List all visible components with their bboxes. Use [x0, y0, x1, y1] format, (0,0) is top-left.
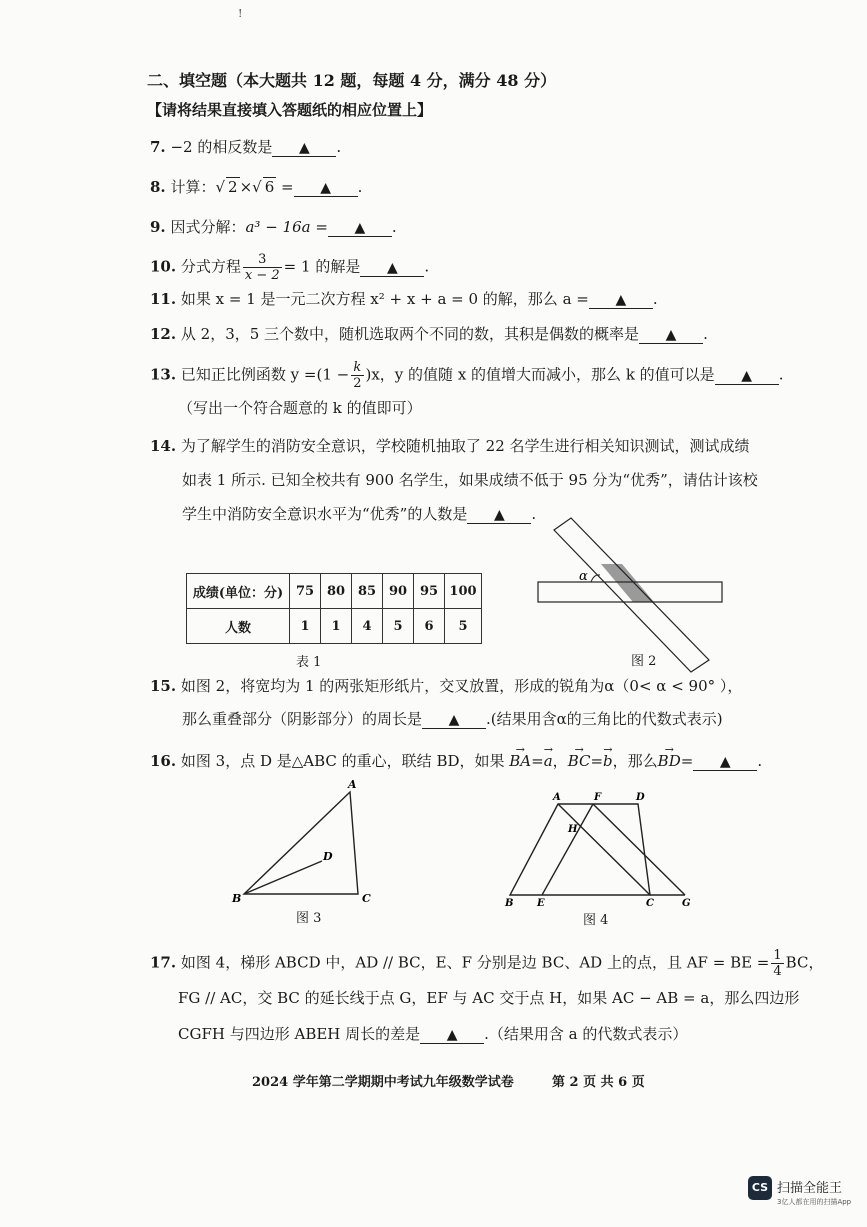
footer-title: 2024 学年第二学期期中考试九年级数学试卷 — [252, 1075, 514, 1090]
q10-rest: = 1 的解是 — [283, 257, 361, 276]
q15-num: 15. — [150, 677, 177, 695]
q14-answer-blank[interactable] — [467, 505, 531, 524]
question-9: 9. 因式分解：a³ − 16a = ▲ . — [150, 218, 397, 236]
table-row-counts — [187, 609, 482, 644]
q16-text-a: 如图 3，点 D 是△ABC 的重心，联结 BD，如果 — [180, 752, 505, 770]
table-cell: 100 — [445, 574, 482, 609]
q8-sqrt-a: 2 — [228, 178, 238, 196]
blank-mark-icon: ▲ — [320, 180, 332, 196]
question-14-line1 — [150, 436, 750, 456]
label-g: G — [682, 898, 691, 909]
q14-line1: 为了解学生的消防安全意识，学校随机抽取了 22 名学生进行相关知识测试，测试成绩 — [180, 437, 750, 455]
q17-line2: FG // AC，交 BC 的延长线于点 G，EF 与 AC 交于点 H，如果 AC − AB = a，那么四边形 — [178, 989, 800, 1007]
q17-num: 17. — [150, 953, 177, 972]
table-cell: 5 — [445, 609, 482, 644]
q14-line2: 如表 1 所示. 已知全校共有 900 名学生，如果成绩不低于 95 分为“优秀”，请估计该校 — [182, 471, 758, 489]
blank-mark-icon: ▲ — [446, 1027, 458, 1043]
label-h: H — [568, 824, 578, 835]
label-d: D — [636, 792, 645, 803]
blank-mark-icon: ▲ — [741, 367, 753, 384]
table-cell: 5 — [383, 609, 414, 644]
question-8: 8. 计算：√ 2 ×√ 6 = ▲ . — [150, 178, 363, 196]
q11-answer-blank[interactable] — [589, 290, 653, 309]
label-c: C — [362, 892, 371, 905]
q11-num: 11. — [150, 290, 177, 308]
q17-answer-blank[interactable] — [420, 1025, 484, 1044]
q7-num: 7. — [150, 138, 166, 156]
q8-sqrt-b: 6 — [264, 178, 275, 196]
blank-mark-icon: ▲ — [719, 754, 731, 770]
label-b: B — [505, 898, 514, 909]
q12-text: 从 2，3，5 三个数中，随机选取两个不同的数，其积是偶数的概率是 — [180, 325, 640, 343]
q8-eq: = — [281, 178, 294, 196]
vector-a: → a — [544, 751, 553, 771]
blank-mark-icon: ▲ — [448, 712, 460, 728]
label-f: F — [594, 792, 602, 803]
camscanner-logo-icon: CS — [748, 1176, 772, 1200]
trapezoid-abcd — [510, 804, 650, 895]
q7-answer-blank[interactable] — [272, 138, 336, 157]
q17-line1a: 如图 4，梯形 ABCD 中，AD // BC，E、F 分别是边 BC、AD 上的点，且 AF = BE = — [180, 953, 770, 972]
q8-text: 计算： — [170, 178, 216, 196]
diagonal-ac — [558, 804, 650, 895]
scan-mark: ! — [238, 7, 243, 20]
q9-num: 9. — [150, 218, 166, 236]
triangle-abc — [244, 792, 358, 894]
q12-num: 12. — [150, 325, 177, 343]
table-header-score: 成绩(单位：分) — [187, 574, 290, 609]
segment-fg — [593, 804, 685, 895]
blank-mark-icon: ▲ — [665, 327, 677, 343]
q12-answer-blank[interactable] — [639, 325, 703, 344]
q14-num: 14. — [150, 437, 177, 455]
blank-mark-icon: ▲ — [386, 259, 398, 276]
table-cell: 1 — [290, 609, 321, 644]
table-1-caption: 表 1 — [296, 655, 322, 670]
q8-num: 8. — [150, 178, 166, 196]
q9-expr: a³ − 16a = — [245, 218, 328, 236]
table-cell: 80 — [321, 574, 352, 609]
q8-times: × — [239, 178, 253, 196]
label-c: C — [646, 898, 654, 909]
q15-answer-blank[interactable] — [422, 710, 486, 729]
label-a: A — [348, 778, 357, 791]
table-cell: 95 — [414, 574, 445, 609]
table-cell: 6 — [414, 609, 445, 644]
question-10: 10. 分式方程 $\frac{3}{x - 2}$ = 1 的解是 ▲ . — [150, 252, 430, 283]
segment-ef — [542, 804, 593, 895]
q13-fraction: $\frac{k}{2}$ — [353, 360, 362, 391]
q13-num: 13. — [150, 365, 177, 384]
label-e: E — [537, 898, 545, 909]
q7-text: −2 的相反数是 — [170, 138, 273, 156]
vector-ba: → BA — [509, 751, 531, 771]
q10-fraction: $\frac{3}{x - 2}$ — [244, 252, 280, 283]
segment-bd — [244, 861, 322, 894]
q13-answer-blank[interactable] — [715, 366, 779, 385]
section-title: 二、填空题（本大题共 12 题，每题 4 分，满分 48 分） — [147, 71, 557, 90]
overlap-shaded-region — [601, 564, 654, 602]
q10-text: 分式方程 — [180, 257, 241, 276]
figure-2-caption: 图 2 — [631, 654, 657, 669]
table-cell: 90 — [383, 574, 414, 609]
q11-text: 如果 x = 1 是一元二次方程 x² + x + a = 0 的解，那么 a = — [180, 290, 589, 308]
question-15-line1 — [150, 676, 742, 696]
q16-answer-blank[interactable] — [693, 752, 757, 771]
q17-line3: CGFH 与四边形 ABEH 周长的差是 ▲ .（结果用含 a 的代数式表示） — [178, 1025, 688, 1043]
figure-2 — [536, 520, 736, 650]
question-17-line1 — [150, 948, 823, 979]
table-1 — [186, 573, 482, 644]
q10-answer-blank[interactable] — [360, 258, 424, 277]
footer-page-number: 第 2 页 共 6 页 — [552, 1075, 645, 1090]
blank-mark-icon: ▲ — [615, 292, 627, 308]
figure-4-caption: 图 4 — [583, 913, 609, 928]
q9-answer-blank[interactable] — [328, 218, 392, 237]
figure-3 — [230, 778, 390, 908]
q13-text-a: 已知正比例函数 y = — [180, 365, 317, 384]
table-cell: 1 — [321, 609, 352, 644]
question-12: 12. 从 2，3，5 三个数中，随机选取两个不同的数，其积是偶数的概率是 ▲ . — [150, 325, 708, 343]
table-cell: 75 — [290, 574, 321, 609]
blank-mark-icon: ▲ — [298, 140, 310, 156]
label-d: D — [323, 850, 333, 863]
table-cell: 4 — [352, 609, 383, 644]
camscanner-tagline: 3亿人都在用的扫描App — [777, 1198, 852, 1206]
label-b: B — [232, 892, 242, 905]
camscanner-name: 扫描全能王 — [777, 1181, 843, 1196]
vector-bd: → BD — [658, 751, 681, 771]
table-row-scores — [187, 574, 482, 609]
vector-bc: → BC — [568, 751, 591, 771]
question-7: 7. −2 的相反数是 ▲ . — [150, 138, 342, 156]
question-16: 16. 如图 3，点 D 是△ABC 的重心，联结 BD，如果 → BA=→ a，→ BC=→ b，那么→ BD= ▲ . — [150, 751, 762, 771]
q13-paren-a: (1 − — [316, 365, 350, 384]
q10-num: 10. — [150, 257, 177, 276]
table-header-count: 人数 — [187, 609, 290, 644]
q14-line3: 学生中消防安全意识水平为“优秀”的人数是 ▲ . — [182, 505, 537, 523]
q17-line1b: BC， — [785, 953, 824, 972]
q13-note: （写出一个符合题意的 k 的值即可） — [178, 399, 422, 417]
q15-line2: 那么重叠部分（阴影部分）的周长是 ▲ .(结果用含α的三角比的代数式表示) — [182, 710, 723, 728]
q17-fraction: $\frac{1}{4}$ — [773, 948, 782, 979]
figure-4 — [500, 790, 700, 910]
q15-line1: 如图 2，将宽均为 1 的两张矩形纸片，交叉放置，形成的锐角为α（0< α < 90° ）， — [180, 677, 743, 695]
angle-alpha-label: α — [579, 569, 588, 584]
q9-text: 因式分解： — [170, 218, 246, 236]
section-instruction: 【请将结果直接填入答题纸的相应位置上】 — [147, 101, 433, 119]
question-11: 11. 如果 x = 1 是一元二次方程 x² + x + a = 0 的解，那么 a = ▲ . — [150, 290, 658, 308]
q8-answer-blank[interactable] — [294, 178, 358, 197]
figure-3-caption: 图 3 — [296, 911, 322, 926]
question-13: 13. 已知正比例函数 y =(1 − $\frac{k}{2}$ )x，y 的值随 x 的值增大而减小，那么 k 的值可以是 ▲ . — [150, 360, 784, 391]
q16-num: 16. — [150, 752, 177, 770]
table-cell: 85 — [352, 574, 383, 609]
label-a: A — [553, 792, 561, 803]
blank-mark-icon: ▲ — [493, 507, 505, 523]
vector-b: → b — [603, 751, 613, 771]
blank-mark-icon: ▲ — [354, 220, 366, 236]
q13-paren-b: )x，y 的值随 x 的值增大而减小，那么 k 的值可以是 — [365, 365, 715, 384]
